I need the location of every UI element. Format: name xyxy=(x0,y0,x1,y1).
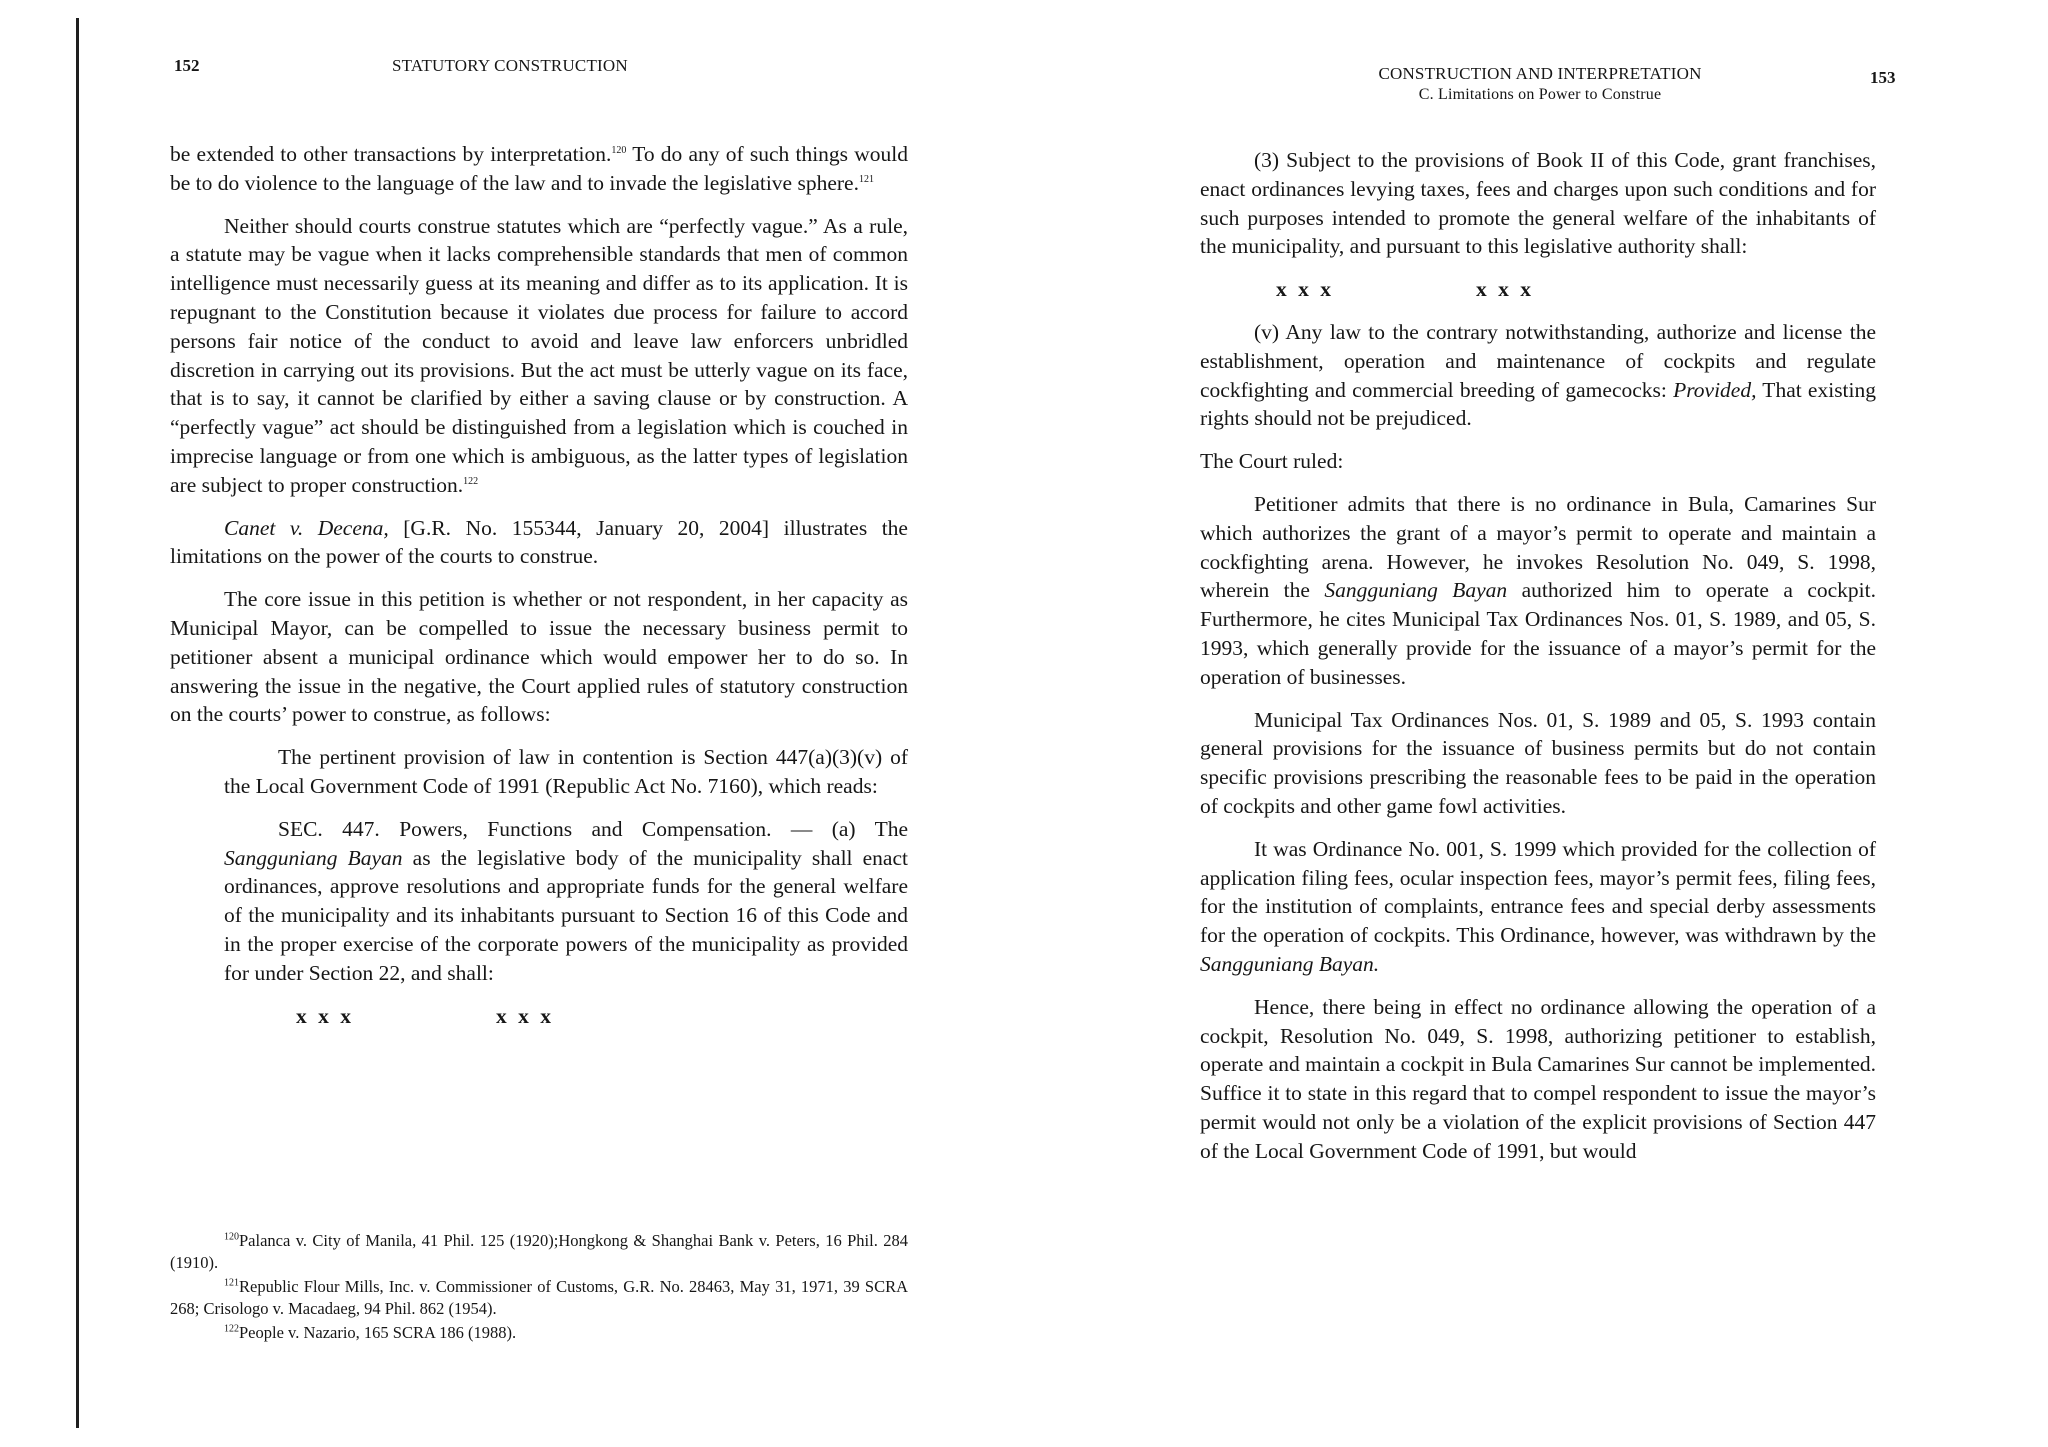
right-page-header xyxy=(1200,0,1900,120)
quote-paragraph: The pertinent provision of law in contention is Section 447(a)(3)(v) of the Local Government Code of 1991 (Republic Act No. 7160), which reads: xyxy=(224,745,908,798)
paragraph: be extended to other transactions by interpretation.$^{120}$ To do any of such things would be to do violence to the language of the law and to invade the legislative sphere.$^{121}$ xyxy=(170,142,908,195)
left-page-body xyxy=(170,140,908,1044)
left-page-number: 152 xyxy=(174,56,200,75)
footnote: $^{122}$People v. Nazario, 165 SCRA 186 (1988). xyxy=(224,1323,517,1342)
right-page-body xyxy=(1200,146,1876,1180)
right-running-subhead: C. Limitations on Power to Construe xyxy=(1418,86,1662,103)
left-page-header xyxy=(160,0,920,120)
paragraph: Hence, there being in effect no ordinance allowing the operation of a cockpit, Resolution No. 049, S. 1998, authorizing petitioner to establish, operate and maintain a cockpit in Bula Camarines Sur cannot be implemented. Suffice it to state in this regard that to compel respondent to issue the mayor’s permit would not only be a violation of the explicit provisions of Section 447 of the Local Government Code of 1991, but would xyxy=(1200,994,1876,1163)
footnote: $^{121}$Republic Flour Mills, Inc. v. Commissioner of Customs, G.R. No. 28463, May 31, 1971, 39 SCRA 268; Crisologo v. Macadaeg, 94 Phil. 862 (1954). xyxy=(170,1277,908,1318)
case-name: Canet v. Decena, xyxy=(224,515,389,540)
right-page-number: 153 xyxy=(1870,68,1896,87)
paragraph: Neither should courts construe statutes which are “perfectly vague.” As a rule, a statute may be vague when it lacks comprehensible standards that men of common intelligence must necessarily guess at its meaning and differ as to its application. It is repugnant to the Constitution because it violates due process for failure to accord persons fair notice of the conduct to avoid and leave law enforcers unbridled discretion in carrying out its provisions. But the act must be utterly vague on its face, that is to say, it cannot be clarified by either a saving clause or by construction. A “perfectly vague” act should be distinguished from a legislation which is couched in imprecise language or from one which is ambiguous, as the latter types of legislation are subject to proper construction.$^{122}$ xyxy=(170,213,908,497)
quote-paragraph: SEC. 447. Powers, Functions and Compensation. — (a) The Sangguniang Bayan as the legislative body of the municipality shall enact ordinances, approve resolutions and appropriate funds for the general welfare of the municipality and its inhabitants pursuant to Section 16 of this Code and in the proper exercise of the corporate powers of the municipality as provided for under Section 22, and shall: xyxy=(224,816,908,985)
footnote-ref: 121 xyxy=(858,173,874,185)
footnote: $^{120}$Palanca v. City of Manila, 41 Phil. 125 (1920);Hongkong & Shanghai Bank v. Peters, 16 Phil. 284 (1910). xyxy=(170,1231,908,1272)
footnotes xyxy=(170,1230,908,1346)
paragraph: Canet v. Decena, [G.R. No. 155344, January 20, 2004] illustrates the limitations on the power of the courts to construe. xyxy=(170,515,908,569)
paragraph: The core issue in this petition is whether or not respondent, in her capacity as Municipal Mayor, can be compelled to issue the necessary business permit to petitioner absent a municipal ordinance which would empower her to do so. In answering the issue in the negative, the Court applied rules of statutory construction on the courts’ power to construe, as follows: xyxy=(170,587,908,727)
paragraph: The Court ruled: xyxy=(1200,449,1344,474)
right-page xyxy=(1200,0,1900,1447)
paragraph: (3) Subject to the provisions of Book II of this Code, grant franchises, enact ordinances levying taxes, fees and charges upon such conditions and for such purposes intended to promote the general welfare of the inhabitants of the municipality, and pursuant to this legislative authority shall: xyxy=(1200,148,1876,259)
paragraph: Municipal Tax Ordinances Nos. 01, S. 1989 and 05, S. 1993 contain general provisions for the issuance of business permits but do not contain specific provisions prescribing the reasonable fees to be paid in the operation of cockpits and other game fowl activities. xyxy=(1200,707,1876,818)
paragraph: (v) Any law to the contrary notwithstanding, authorize and license the establishment, operation and maintenance of cockpits and regulate cockfighting and commercial breeding of gamecocks: Provided, That existing rights should not be prejudiced. xyxy=(1200,319,1877,431)
left-running-head: STATUTORY CONSTRUCTION xyxy=(392,56,628,75)
right-running-head: CONSTRUCTION AND INTERPRETATION C. Limitations on Power to Construe xyxy=(1320,64,1760,104)
footnote-ref: 122 xyxy=(463,475,479,487)
block-quote xyxy=(170,743,908,987)
ellipsis-marker: x x x x x x xyxy=(1276,277,1534,302)
paragraph: Petitioner admits that there is no ordinance in Bula, Camarines Sur which authorizes the grant of a mayor’s permit to operate and maintain a cockfighting arena. However, he invokes Resolution No. 049, S. 1998, wherein the Sangguniang Bayan authorized him to operate a cockpit. Furthermore, he cites Municipal Tax Ordinances Nos. 01, S. 1989, and 05, S. 1993, which generally provide for the issuance of a mayor’s permit for the operation of businesses. xyxy=(1200,491,1876,689)
ellipsis-marker: x x x x x x xyxy=(296,1003,554,1028)
left-page xyxy=(160,0,920,1447)
paragraph: It was Ordinance No. 001, S. 1999 which provided for the collection of application filing fees, ocular inspection fees, mayor’s permit fees, filing fees, for the institution of complaints, entrance fees and special derby assessments for the operation of cockpits. This Ordinance, however, was withdrawn by the Sangguniang Bayan. xyxy=(1200,836,1876,976)
footnote-ref: 120 xyxy=(611,144,627,156)
scan-binding-edge xyxy=(76,18,79,1428)
